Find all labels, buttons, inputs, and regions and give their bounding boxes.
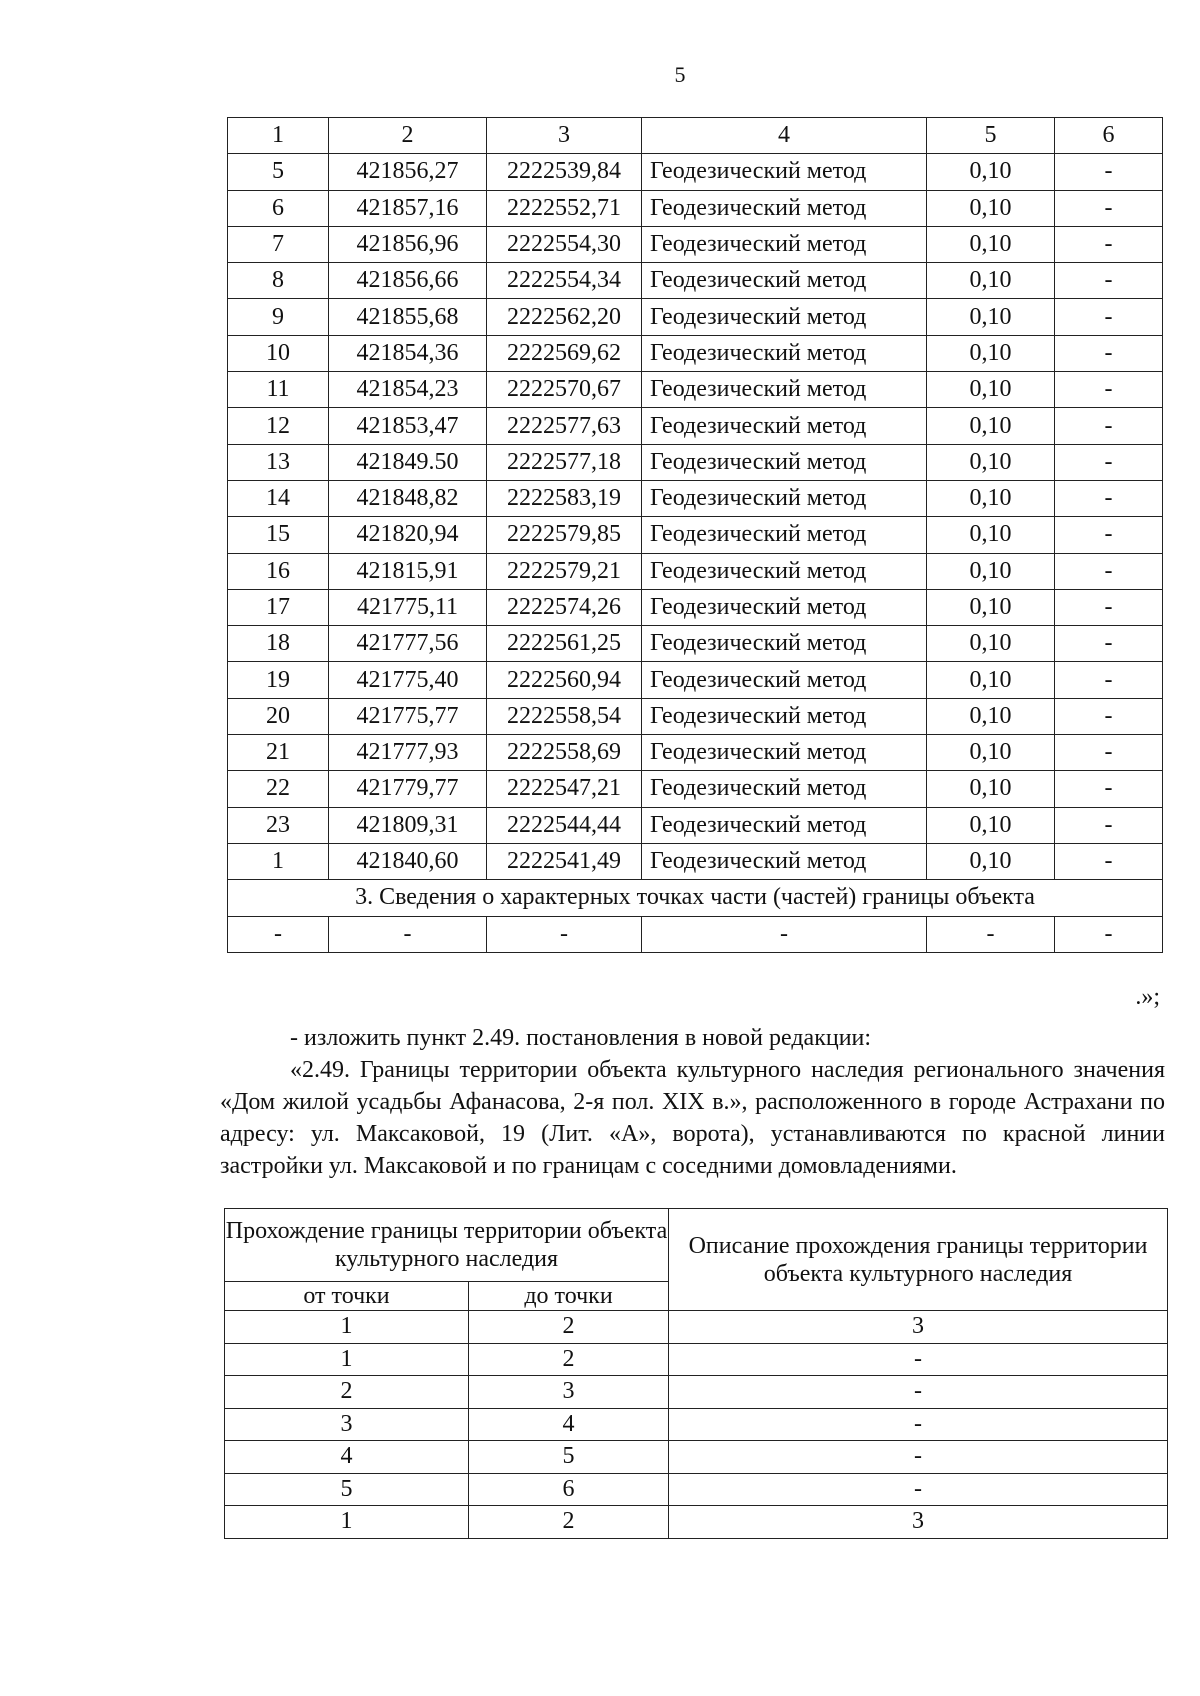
table-cell: -	[329, 916, 487, 952]
table-cell: -	[228, 916, 329, 952]
table-row	[228, 408, 1163, 444]
table-row	[228, 444, 1163, 480]
table-cell: Геодезический метод	[642, 553, 927, 589]
table-row	[228, 771, 1163, 807]
table-cell: 421820,94	[329, 517, 487, 553]
table-row	[228, 698, 1163, 734]
table-row	[228, 843, 1163, 879]
table-cell: -	[1055, 771, 1163, 807]
header-cell: 4	[642, 118, 927, 154]
table-cell: Геодезический метод	[642, 698, 927, 734]
table-cell: 2222579,85	[487, 517, 642, 553]
table-cell: 2222579,21	[487, 553, 642, 589]
table-cell: 0,10	[927, 771, 1055, 807]
table-cell: 2222552,71	[487, 190, 642, 226]
table-cell: 421777,93	[329, 735, 487, 771]
table-cell: -	[669, 1408, 1168, 1441]
table-cell: 2222558,69	[487, 735, 642, 771]
table-cell: 0,10	[927, 190, 1055, 226]
table-cell: Геодезический метод	[642, 299, 927, 335]
table-cell: Геодезический метод	[642, 154, 927, 190]
header-cell: 3	[487, 118, 642, 154]
table-cell: Геодезический метод	[642, 335, 927, 371]
table-cell: Геодезический метод	[642, 372, 927, 408]
table-cell: 421775,40	[329, 662, 487, 698]
table-row	[228, 190, 1163, 226]
table-cell: -	[1055, 299, 1163, 335]
boundary-route-table	[224, 1208, 1168, 1539]
table-row	[225, 1343, 1168, 1376]
table-cell: -	[1055, 480, 1163, 516]
table-cell: 421854,36	[329, 335, 487, 371]
table-cell: 421848,82	[329, 480, 487, 516]
header-cell: 1	[228, 118, 329, 154]
table-cell: -	[642, 916, 927, 952]
table-cell: 0,10	[927, 843, 1055, 879]
table-cell: 6	[469, 1473, 669, 1506]
table-row	[228, 299, 1163, 335]
table-cell: 421840,60	[329, 843, 487, 879]
from-point-header: от точки	[225, 1282, 469, 1311]
section-title-row	[228, 880, 1163, 916]
table-cell: 15	[228, 517, 329, 553]
table-row	[228, 154, 1163, 190]
table-cell: -	[669, 1343, 1168, 1376]
table-cell: 2222554,34	[487, 263, 642, 299]
table-cell: 4	[225, 1441, 469, 1474]
table-cell: 9	[228, 299, 329, 335]
table-cell: -	[1055, 553, 1163, 589]
table-cell: Геодезический метод	[642, 735, 927, 771]
table-cell: 1	[225, 1311, 469, 1344]
table-cell: Геодезический метод	[642, 807, 927, 843]
clause-paragraph: «2.49. Границы территории объекта культурного наследия регионального значения «Дом жилой усадьбы Афанасова, 2-я пол. XIX в.», расположенного в городе Астрахани по адресу: ул. Максаковой, 19 (Лит. «А», ворота), устанавливаются по красной линии застройки ул. Максаковой и по границам с соседними домовладениями.	[220, 1057, 1165, 1179]
table-cell: 421809,31	[329, 807, 487, 843]
table-row	[228, 480, 1163, 516]
table-cell: 0,10	[927, 589, 1055, 625]
table-row	[225, 1441, 1168, 1474]
table-cell: 12	[228, 408, 329, 444]
table-cell: 421779,77	[329, 771, 487, 807]
table-cell: 2222544,44	[487, 807, 642, 843]
table-cell: 0,10	[927, 807, 1055, 843]
table-row	[228, 226, 1163, 262]
table-cell: Геодезический метод	[642, 480, 927, 516]
table-cell: 0,10	[927, 626, 1055, 662]
table-cell: -	[1055, 517, 1163, 553]
header-cell: 2	[329, 118, 487, 154]
table-cell: 2222547,21	[487, 771, 642, 807]
table-cell: 4	[469, 1408, 669, 1441]
table-cell: -	[1055, 444, 1163, 480]
table-cell: 421777,56	[329, 626, 487, 662]
table-cell: 8	[228, 263, 329, 299]
table-cell: 23	[228, 807, 329, 843]
table-row	[228, 263, 1163, 299]
table-cell: 2222539,84	[487, 154, 642, 190]
table-cell: 2222562,20	[487, 299, 642, 335]
table-cell: 2	[225, 1376, 469, 1409]
table-cell: 0,10	[927, 662, 1055, 698]
table-row	[228, 372, 1163, 408]
table-cell: -	[1055, 807, 1163, 843]
table-row	[228, 335, 1163, 371]
table-row	[225, 1506, 1168, 1539]
table-cell: 5	[469, 1441, 669, 1474]
table-row	[225, 1311, 1168, 1344]
table-cell: 14	[228, 480, 329, 516]
table-cell: -	[669, 1376, 1168, 1409]
table-row	[228, 626, 1163, 662]
table-cell: 3	[669, 1506, 1168, 1539]
table-row	[228, 517, 1163, 553]
table-cell: -	[1055, 589, 1163, 625]
table-row	[228, 553, 1163, 589]
table-cell: 0,10	[927, 408, 1055, 444]
table-cell: 421854,23	[329, 372, 487, 408]
table-row	[225, 1408, 1168, 1441]
table-cell: 21	[228, 735, 329, 771]
table-cell: 0,10	[927, 735, 1055, 771]
table-cell: 19	[228, 662, 329, 698]
table-cell: -	[1055, 843, 1163, 879]
table-cell: 0,10	[927, 444, 1055, 480]
table-cell: -	[487, 916, 642, 952]
table-cell: -	[1055, 335, 1163, 371]
page-number: 5	[674, 62, 686, 87]
closing-quote: .»;	[1135, 984, 1160, 1010]
table-row	[228, 662, 1163, 698]
table-cell: -	[1055, 263, 1163, 299]
table-cell: 0,10	[927, 226, 1055, 262]
table-cell: -	[1055, 190, 1163, 226]
table-cell: 421815,91	[329, 553, 487, 589]
table-cell: Геодезический метод	[642, 771, 927, 807]
table-cell: 421857,16	[329, 190, 487, 226]
table-cell: 22	[228, 771, 329, 807]
table-cell: 421853,47	[329, 408, 487, 444]
table-cell: 10	[228, 335, 329, 371]
table-cell: 2222560,94	[487, 662, 642, 698]
table-cell: 0,10	[927, 698, 1055, 734]
coordinates-header-row	[228, 118, 1163, 154]
table-cell: 2222583,19	[487, 480, 642, 516]
table-cell: 2222561,25	[487, 626, 642, 662]
table-cell: 18	[228, 626, 329, 662]
table-cell: 2222577,18	[487, 444, 642, 480]
table-cell: 421775,11	[329, 589, 487, 625]
table-cell: 2	[469, 1506, 669, 1539]
table-cell: -	[1055, 226, 1163, 262]
table-cell: -	[1055, 662, 1163, 698]
table-cell: 5	[228, 154, 329, 190]
table-row	[225, 1473, 1168, 1506]
table-cell: 2222577,63	[487, 408, 642, 444]
table-cell: 0,10	[927, 335, 1055, 371]
table-cell: 421856,27	[329, 154, 487, 190]
table-cell: Геодезический метод	[642, 517, 927, 553]
table-cell: 2222569,62	[487, 335, 642, 371]
table-cell: -	[669, 1473, 1168, 1506]
table-cell: -	[1055, 698, 1163, 734]
table-cell: Геодезический метод	[642, 444, 927, 480]
table-cell: 6	[228, 190, 329, 226]
header-cell: 6	[1055, 118, 1163, 154]
table-cell: Геодезический метод	[642, 190, 927, 226]
table-row	[225, 1376, 1168, 1409]
table-cell: Геодезический метод	[642, 408, 927, 444]
table-row	[228, 589, 1163, 625]
table-cell: 421775,77	[329, 698, 487, 734]
description-header: Описание прохождения границы территории объекта культурного наследия	[669, 1209, 1168, 1311]
table-cell: -	[927, 916, 1055, 952]
table-cell: 2222541,49	[487, 843, 642, 879]
table-cell: Геодезический метод	[642, 626, 927, 662]
table-cell: 3	[669, 1311, 1168, 1344]
table-cell: 11	[228, 372, 329, 408]
table-cell: 421855,68	[329, 299, 487, 335]
boundary-group-header: Прохождение границы территории объекта культурного наследия	[225, 1209, 669, 1282]
table-cell: Геодезический метод	[642, 843, 927, 879]
table-cell: -	[1055, 372, 1163, 408]
table-cell: 1	[225, 1506, 469, 1539]
table-cell: 2222570,67	[487, 372, 642, 408]
table-cell: 2222554,30	[487, 226, 642, 262]
table-cell: 421849.50	[329, 444, 487, 480]
table-cell: 5	[225, 1473, 469, 1506]
table-cell: 0,10	[927, 154, 1055, 190]
table-cell: -	[1055, 626, 1163, 662]
table-cell: -	[1055, 735, 1163, 771]
table-cell: 3	[469, 1376, 669, 1409]
table-cell: Геодезический метод	[642, 589, 927, 625]
table-cell: 17	[228, 589, 329, 625]
table-cell: Геодезический метод	[642, 263, 927, 299]
table-row	[228, 916, 1163, 952]
table-cell: 0,10	[927, 553, 1055, 589]
table-cell: 0,10	[927, 263, 1055, 299]
table-cell: -	[669, 1441, 1168, 1474]
to-point-header: до точки	[469, 1282, 669, 1311]
instruction-paragraph: - изложить пункт 2.49. постановления в новой редакции:	[290, 1025, 872, 1051]
header-cell: 5	[927, 118, 1055, 154]
table-cell: 20	[228, 698, 329, 734]
table-cell: 2	[469, 1343, 669, 1376]
table-cell: 0,10	[927, 299, 1055, 335]
coordinates-table	[227, 117, 1163, 953]
table-row	[228, 735, 1163, 771]
table-cell: 2222574,26	[487, 589, 642, 625]
table-cell: 7	[228, 226, 329, 262]
table-cell: 421856,96	[329, 226, 487, 262]
table-cell: 16	[228, 553, 329, 589]
table-cell: Геодезический метод	[642, 226, 927, 262]
table-cell: 2222558,54	[487, 698, 642, 734]
table-cell: 0,10	[927, 480, 1055, 516]
table-cell: 1	[228, 843, 329, 879]
table-cell: -	[1055, 154, 1163, 190]
table-cell: 3	[225, 1408, 469, 1441]
section-title: 3. Сведения о характерных точках части (частей) границы объекта	[228, 880, 1163, 916]
table-cell: 13	[228, 444, 329, 480]
table-cell: -	[1055, 916, 1163, 952]
table-cell: 421856,66	[329, 263, 487, 299]
table-cell: 0,10	[927, 517, 1055, 553]
table-cell: 1	[225, 1343, 469, 1376]
table-cell: Геодезический метод	[642, 662, 927, 698]
table-cell: 0,10	[927, 372, 1055, 408]
table-row	[228, 807, 1163, 843]
table-cell: -	[1055, 408, 1163, 444]
table-cell: 2	[469, 1311, 669, 1344]
